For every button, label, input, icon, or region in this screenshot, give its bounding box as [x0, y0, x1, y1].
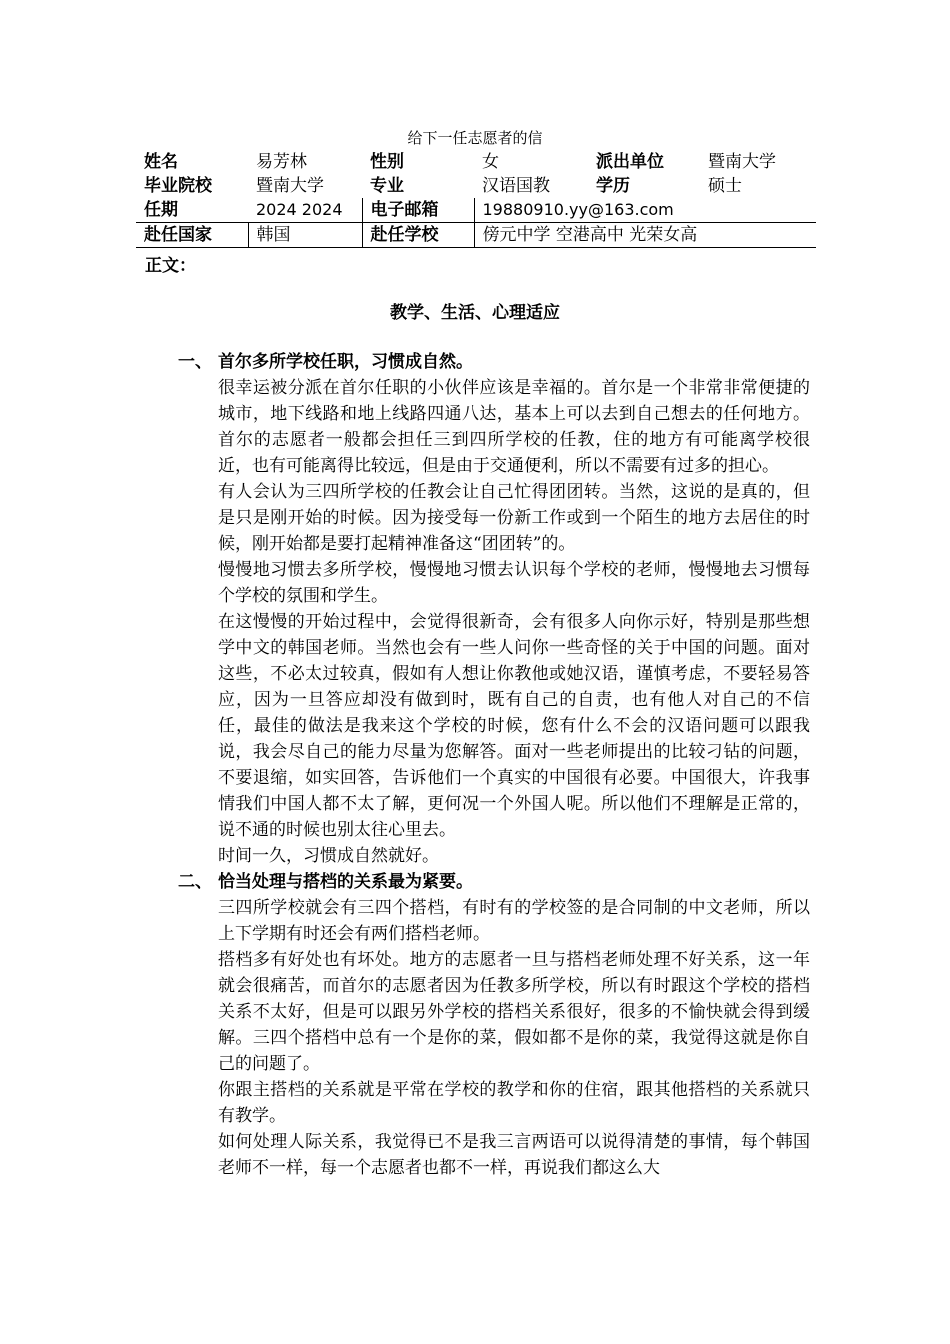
info-row-post: [136, 223, 816, 248]
paragraph: 你跟主搭档的关系就是平常在学校的教学和你的住宿，跟其他搭档的关系就只有教学。: [218, 1080, 810, 1126]
info-row-name: [136, 150, 816, 174]
section-heading-text: 恰当处理与搭档的关系最为紧要。: [218, 872, 473, 892]
letter-title: 给下一任志愿者的信: [407, 129, 543, 147]
gender-value: 女: [482, 152, 499, 172]
major-value: 汉语国教: [482, 176, 550, 196]
letter-body: [178, 349, 810, 1181]
paragraph: 三四所学校就会有三四个搭档，有时有的学校签的是合同制的中文老师，所以上下学期有时还会有两们搭档老师。: [218, 898, 810, 944]
term-value: 2024 2024: [248, 198, 362, 223]
section-title: 教学、生活、心理适应: [390, 303, 560, 323]
body-label: 正文：: [145, 256, 196, 276]
gender-label: 性别: [370, 152, 404, 172]
post-school-value: 傍元中学 空港高中 光荣女高: [474, 223, 816, 248]
section-heading-text: 首尔多所学校任职，习惯成自然。: [218, 352, 473, 372]
country-value: 韩国: [248, 223, 362, 248]
name-value: 易芳林: [256, 152, 307, 172]
name-label: 姓名: [144, 152, 178, 172]
degree-label: 学历: [596, 176, 630, 196]
school-value: 暨南大学: [256, 176, 324, 196]
unit-value: 暨南大学: [708, 152, 776, 172]
section-number: 一、: [178, 352, 212, 372]
email-value: 19880910.yy@163.com: [482, 200, 674, 219]
unit-label: 派出单位: [596, 152, 664, 172]
paragraph: 很幸运被分派在首尔任职的小伙伴应该是幸福的。首尔是一个非常非常便捷的城市，地下线路和地上线路四通八达，基本上可以去到自己想去的任何地方。首尔的志愿者一般都会担任三到四所学校的任教，住的地方有可能离学校很近，也有可能离得比较远，但是由于交通便利，所以不需要有过多的担心。: [218, 378, 810, 476]
paragraph: 有人会认为三四所学校的任教会让自己忙得团团转。当然，这说的是真的，但是只是刚开始的时候。因为接受每一份新工作或到一个陌生的地方去居住的时候，刚开始都是要打起精神准备这“团团转”的。: [218, 482, 810, 554]
section-heading: [178, 349, 810, 375]
paragraph: 在这慢慢的开始过程中，会觉得很新奇，会有很多人向你示好，特别是那些想学中文的韩国老师。当然也会有一些人问你一些奇怪的关于中国的问题。面对这些，不必太过较真，假如有人想让你教他或她汉语，谨慎考虑，不要轻易答应，因为一旦答应却没有做到时，既有自己的自责，也有他人对自己的不信任，最佳的做法是我来这个学校的时候，您有什么不会的汉语问题可以跟我说，我会尽自己的能力尽量为您解答。面对一些老师提出的比较刁钻的问题，不要退缩，如实回答，告诉他们一个真实的中国很有必要。中国很大，许我事情我们中国人都不太了解，更何况一个外国人呢。所以他们不理解是正常的，说不通的时候也别太往心里去。: [218, 612, 810, 840]
section-heading: [178, 869, 810, 895]
paragraph: 慢慢地习惯去多所学校，慢慢地习惯去认识每个学校的老师，慢慢地去习惯每个学校的氛围和学生。: [218, 560, 810, 606]
info-row-term: [136, 198, 816, 223]
term-label: 任期: [144, 200, 178, 220]
country-label: 赴任国家: [136, 223, 248, 248]
post-school-label: 赴任学校: [362, 223, 474, 248]
paragraph: 搭档多有好处也有坏处。地方的志愿者一旦与搭档老师处理不好关系，这一年就会很痛苦，而首尔的志愿者因为任教多所学校，所以有时跟这个学校的搭档关系不太好，但是可以跟另外学校的搭档关系很好，很多的不愉快就会得到缓解。三四个搭档中总有一个是你的菜，假如都不是你的菜，我觉得这就是你自己的问题了。: [218, 950, 810, 1074]
section-number: 二、: [178, 872, 212, 892]
email-label: 电子邮箱: [362, 198, 474, 223]
major-label: 专业: [370, 176, 404, 196]
volunteer-info-table: [136, 150, 816, 248]
info-row-school: [136, 174, 816, 198]
paragraph: 如何处理人际关系，我觉得已不是我三言两语可以说得清楚的事情，每个韩国老师不一样，每一个志愿者也都不一样，再说我们都这么大: [218, 1132, 810, 1178]
school-label: 毕业院校: [144, 176, 212, 196]
degree-value: 硕士: [708, 176, 742, 196]
paragraph: 时间一久，习惯成自然就好。: [218, 846, 439, 866]
